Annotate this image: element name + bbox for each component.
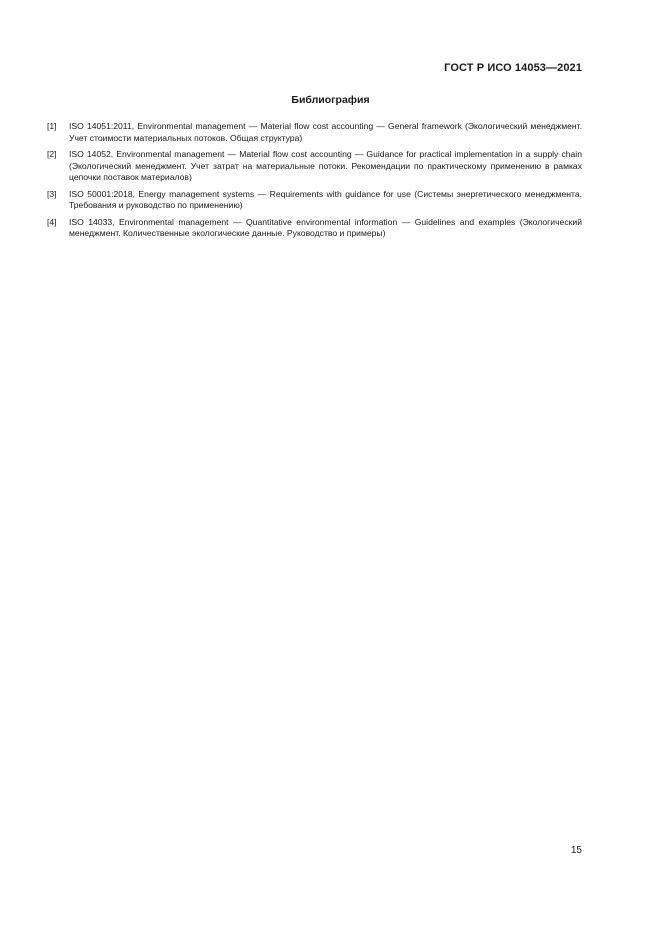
document-code: ГОСТ Р ИСО 14053—2021 xyxy=(444,62,582,74)
reference-number: [4] xyxy=(47,216,57,227)
reference-number: [2] xyxy=(47,149,57,159)
bibliography-list xyxy=(47,121,582,245)
reference-text: ISO 14051:2011, Environmental management — Material flow cost accounting — General framework (Экологический менеджмент. Учет стоимости материальных потоков. Общая структура) xyxy=(69,121,582,143)
bibliography-entry xyxy=(47,189,582,212)
reference-text: ISO 50001:2018, Energy management systems — Requirements with guidance for use (Системы энергетического менеджмента. Требования и руководство по применению) xyxy=(69,188,582,210)
reference-text: ISO 14052, Environmental management — Material flow cost accounting — Guidance for practical implementation in a supply chain (Экологический менеджмент. Учет затрат на материальные потоки. Рекомендации по практическому применению в рамках цепочки поставок материалов) xyxy=(69,149,582,182)
page-number: 15 xyxy=(570,845,582,856)
reference-number: [1] xyxy=(47,121,57,131)
reference-text: ISO 14033, Environmental management — Quantitative environmental information — Guidelines and examples (Экологический менеджмент. Количественные экологические данные. Руководство и примеры) xyxy=(69,216,582,238)
section-title: Библиография xyxy=(291,94,370,106)
bibliography-entry xyxy=(47,217,582,240)
bibliography-entry xyxy=(47,121,582,144)
bibliography-entry xyxy=(47,149,582,184)
reference-number: [3] xyxy=(47,188,57,199)
